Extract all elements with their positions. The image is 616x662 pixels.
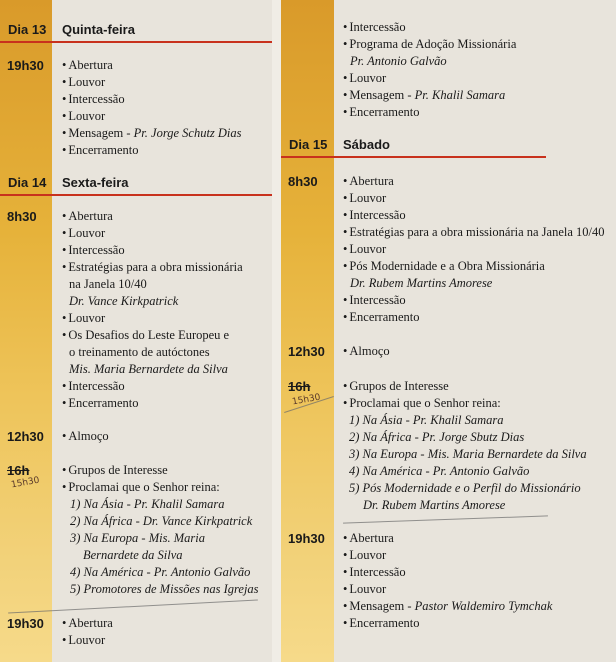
session-items-continued bbox=[343, 19, 516, 121]
speaker-name: Mis. Maria Bernardete da Silva bbox=[69, 362, 228, 376]
sub-item: 3) Na Europa - Mis. Maria bbox=[70, 531, 205, 545]
list-item: • Intercessão bbox=[343, 292, 605, 309]
day-name: Sexta-feira bbox=[62, 175, 129, 190]
list-item: • Louvor bbox=[62, 632, 113, 649]
red-rule bbox=[0, 194, 272, 196]
day-header-13 bbox=[0, 22, 272, 46]
session-time: 12h30 bbox=[7, 429, 44, 444]
list-item: • Pós Modernidade e a Obra Missionária bbox=[343, 258, 605, 275]
day-number: Dia 14 bbox=[8, 175, 47, 190]
list-item: • Estratégias para a obra missionária bbox=[62, 259, 243, 276]
red-rule bbox=[0, 41, 272, 43]
column-gap bbox=[272, 0, 281, 662]
list-item bbox=[62, 125, 242, 142]
speaker-name: Pr. Khalil Samara bbox=[414, 88, 506, 102]
left-column bbox=[0, 0, 272, 662]
speaker-name: Dr. Vance Kirkpatrick bbox=[69, 294, 179, 308]
sub-item: 1) Na Ásia - Pr. Khalil Samara bbox=[70, 497, 225, 511]
list-item: • Intercessão bbox=[62, 91, 242, 108]
day-header-14 bbox=[0, 175, 272, 199]
session-items bbox=[62, 462, 259, 598]
day-name: Quinta-feira bbox=[62, 22, 135, 37]
sub-item: 2) Na África - Dr. Vance Kirkpatrick bbox=[70, 514, 253, 528]
day-number: Dia 13 bbox=[8, 22, 47, 37]
day-header-15 bbox=[281, 137, 616, 161]
list-item: • Grupos de Interesse bbox=[62, 462, 259, 479]
speaker-name: Pastor Waldemiro Tymchak bbox=[414, 599, 553, 613]
list-item: • Almoço bbox=[343, 343, 390, 360]
sub-item: 2) Na África - Pr. Jorge Sbutz Dias bbox=[349, 430, 525, 444]
list-item: • Louvor bbox=[62, 108, 242, 125]
list-item: • Intercessão bbox=[62, 378, 243, 395]
session-time: 19h30 bbox=[7, 616, 44, 631]
sub-item: Dr. Rubem Martins Amorese bbox=[363, 498, 506, 512]
list-item: • Estratégias para a obra missionária na Janela 10/40 bbox=[343, 224, 605, 241]
list-item: • Louvor bbox=[343, 547, 552, 564]
message-label: Mensagem - bbox=[68, 126, 134, 140]
list-item: • Abertura bbox=[62, 615, 113, 632]
list-item: • Abertura bbox=[62, 57, 242, 74]
handwritten-time-note: 15h30 bbox=[291, 392, 322, 408]
list-item: • Encerramento bbox=[62, 395, 243, 412]
sub-item: Bernardete da Silva bbox=[83, 548, 183, 562]
list-item: • Proclamai que o Senhor reina: bbox=[62, 479, 259, 496]
sub-item: 3) Na Europa - Mis. Maria Bernardete da Silva bbox=[349, 447, 587, 461]
sub-item: 5) Promotores de Missões nas Igrejas bbox=[70, 582, 259, 596]
list-item: • Grupos de Interesse bbox=[343, 378, 587, 395]
list-item: • Abertura bbox=[343, 530, 552, 547]
session-items bbox=[62, 208, 243, 412]
list-item: • Os Desafios do Leste Europeu e bbox=[62, 327, 243, 344]
sub-item: 4) Na América - Pr. Antonio Galvão bbox=[349, 464, 530, 478]
list-item: • Intercessão bbox=[343, 19, 516, 36]
day-name: Sábado bbox=[343, 137, 390, 152]
message-label: Mensagem - bbox=[349, 88, 415, 102]
right-column bbox=[281, 0, 616, 662]
session-time-crossed: 16h bbox=[288, 379, 311, 394]
session-items bbox=[62, 57, 242, 159]
list-item-continuation: o treinamento de autóctones bbox=[69, 345, 210, 359]
list-item: • Louvor bbox=[343, 241, 605, 258]
list-item: • Proclamai que o Senhor reina: bbox=[343, 395, 587, 412]
session-time: 8h30 bbox=[288, 174, 318, 189]
session-items bbox=[343, 173, 605, 326]
speaker-name: Pr. Antonio Galvão bbox=[350, 54, 447, 68]
list-item: • Louvor bbox=[62, 310, 243, 327]
message-label: Mensagem - bbox=[349, 599, 415, 613]
sub-item: 5) Pós Modernidade e o Perfil do Missionário bbox=[349, 481, 581, 495]
list-item: • Encerramento bbox=[62, 142, 242, 159]
list-item: • Intercessão bbox=[62, 242, 243, 259]
speaker-name: Pr. Jorge Schutz Dias bbox=[133, 126, 242, 140]
sub-item: 4) Na América - Pr. Antonio Galvão bbox=[70, 565, 251, 579]
day-number: Dia 15 bbox=[289, 137, 328, 152]
list-item: • Louvor bbox=[62, 225, 243, 242]
session-items bbox=[343, 378, 587, 514]
list-item: • Encerramento bbox=[343, 309, 605, 326]
speaker-name: Dr. Rubem Martins Amorese bbox=[350, 276, 493, 290]
handwritten-time-note: 15h30 bbox=[10, 475, 41, 491]
list-item-continuation: na Janela 10/40 bbox=[69, 277, 147, 291]
time-stripe bbox=[281, 0, 334, 662]
list-item: • Abertura bbox=[62, 208, 243, 225]
session-time: 19h30 bbox=[7, 58, 44, 73]
list-item bbox=[343, 87, 516, 104]
time-stripe bbox=[0, 0, 52, 662]
list-item: • Encerramento bbox=[343, 615, 552, 632]
list-item: • Intercessão bbox=[343, 564, 552, 581]
list-item: • Louvor bbox=[343, 581, 552, 598]
red-rule bbox=[281, 156, 546, 158]
list-item: • Almoço bbox=[62, 428, 109, 445]
list-item: • Louvor bbox=[343, 190, 605, 207]
session-time: 19h30 bbox=[288, 531, 325, 546]
list-item: • Programa de Adoção Missionária bbox=[343, 36, 516, 53]
list-item: • Abertura bbox=[343, 173, 605, 190]
session-time-crossed: 16h bbox=[7, 463, 30, 478]
pencil-mark bbox=[343, 515, 548, 523]
session-items bbox=[343, 343, 390, 360]
session-items bbox=[62, 428, 109, 445]
session-items bbox=[343, 530, 552, 632]
sub-item: 1) Na Ásia - Pr. Khalil Samara bbox=[349, 413, 504, 427]
list-item: • Intercessão bbox=[343, 207, 605, 224]
list-item: • Encerramento bbox=[343, 104, 516, 121]
session-time: 12h30 bbox=[288, 344, 325, 359]
list-item bbox=[343, 598, 552, 615]
session-items bbox=[62, 615, 113, 649]
list-item: • Louvor bbox=[343, 70, 516, 87]
session-time: 8h30 bbox=[7, 209, 37, 224]
list-item: • Louvor bbox=[62, 74, 242, 91]
